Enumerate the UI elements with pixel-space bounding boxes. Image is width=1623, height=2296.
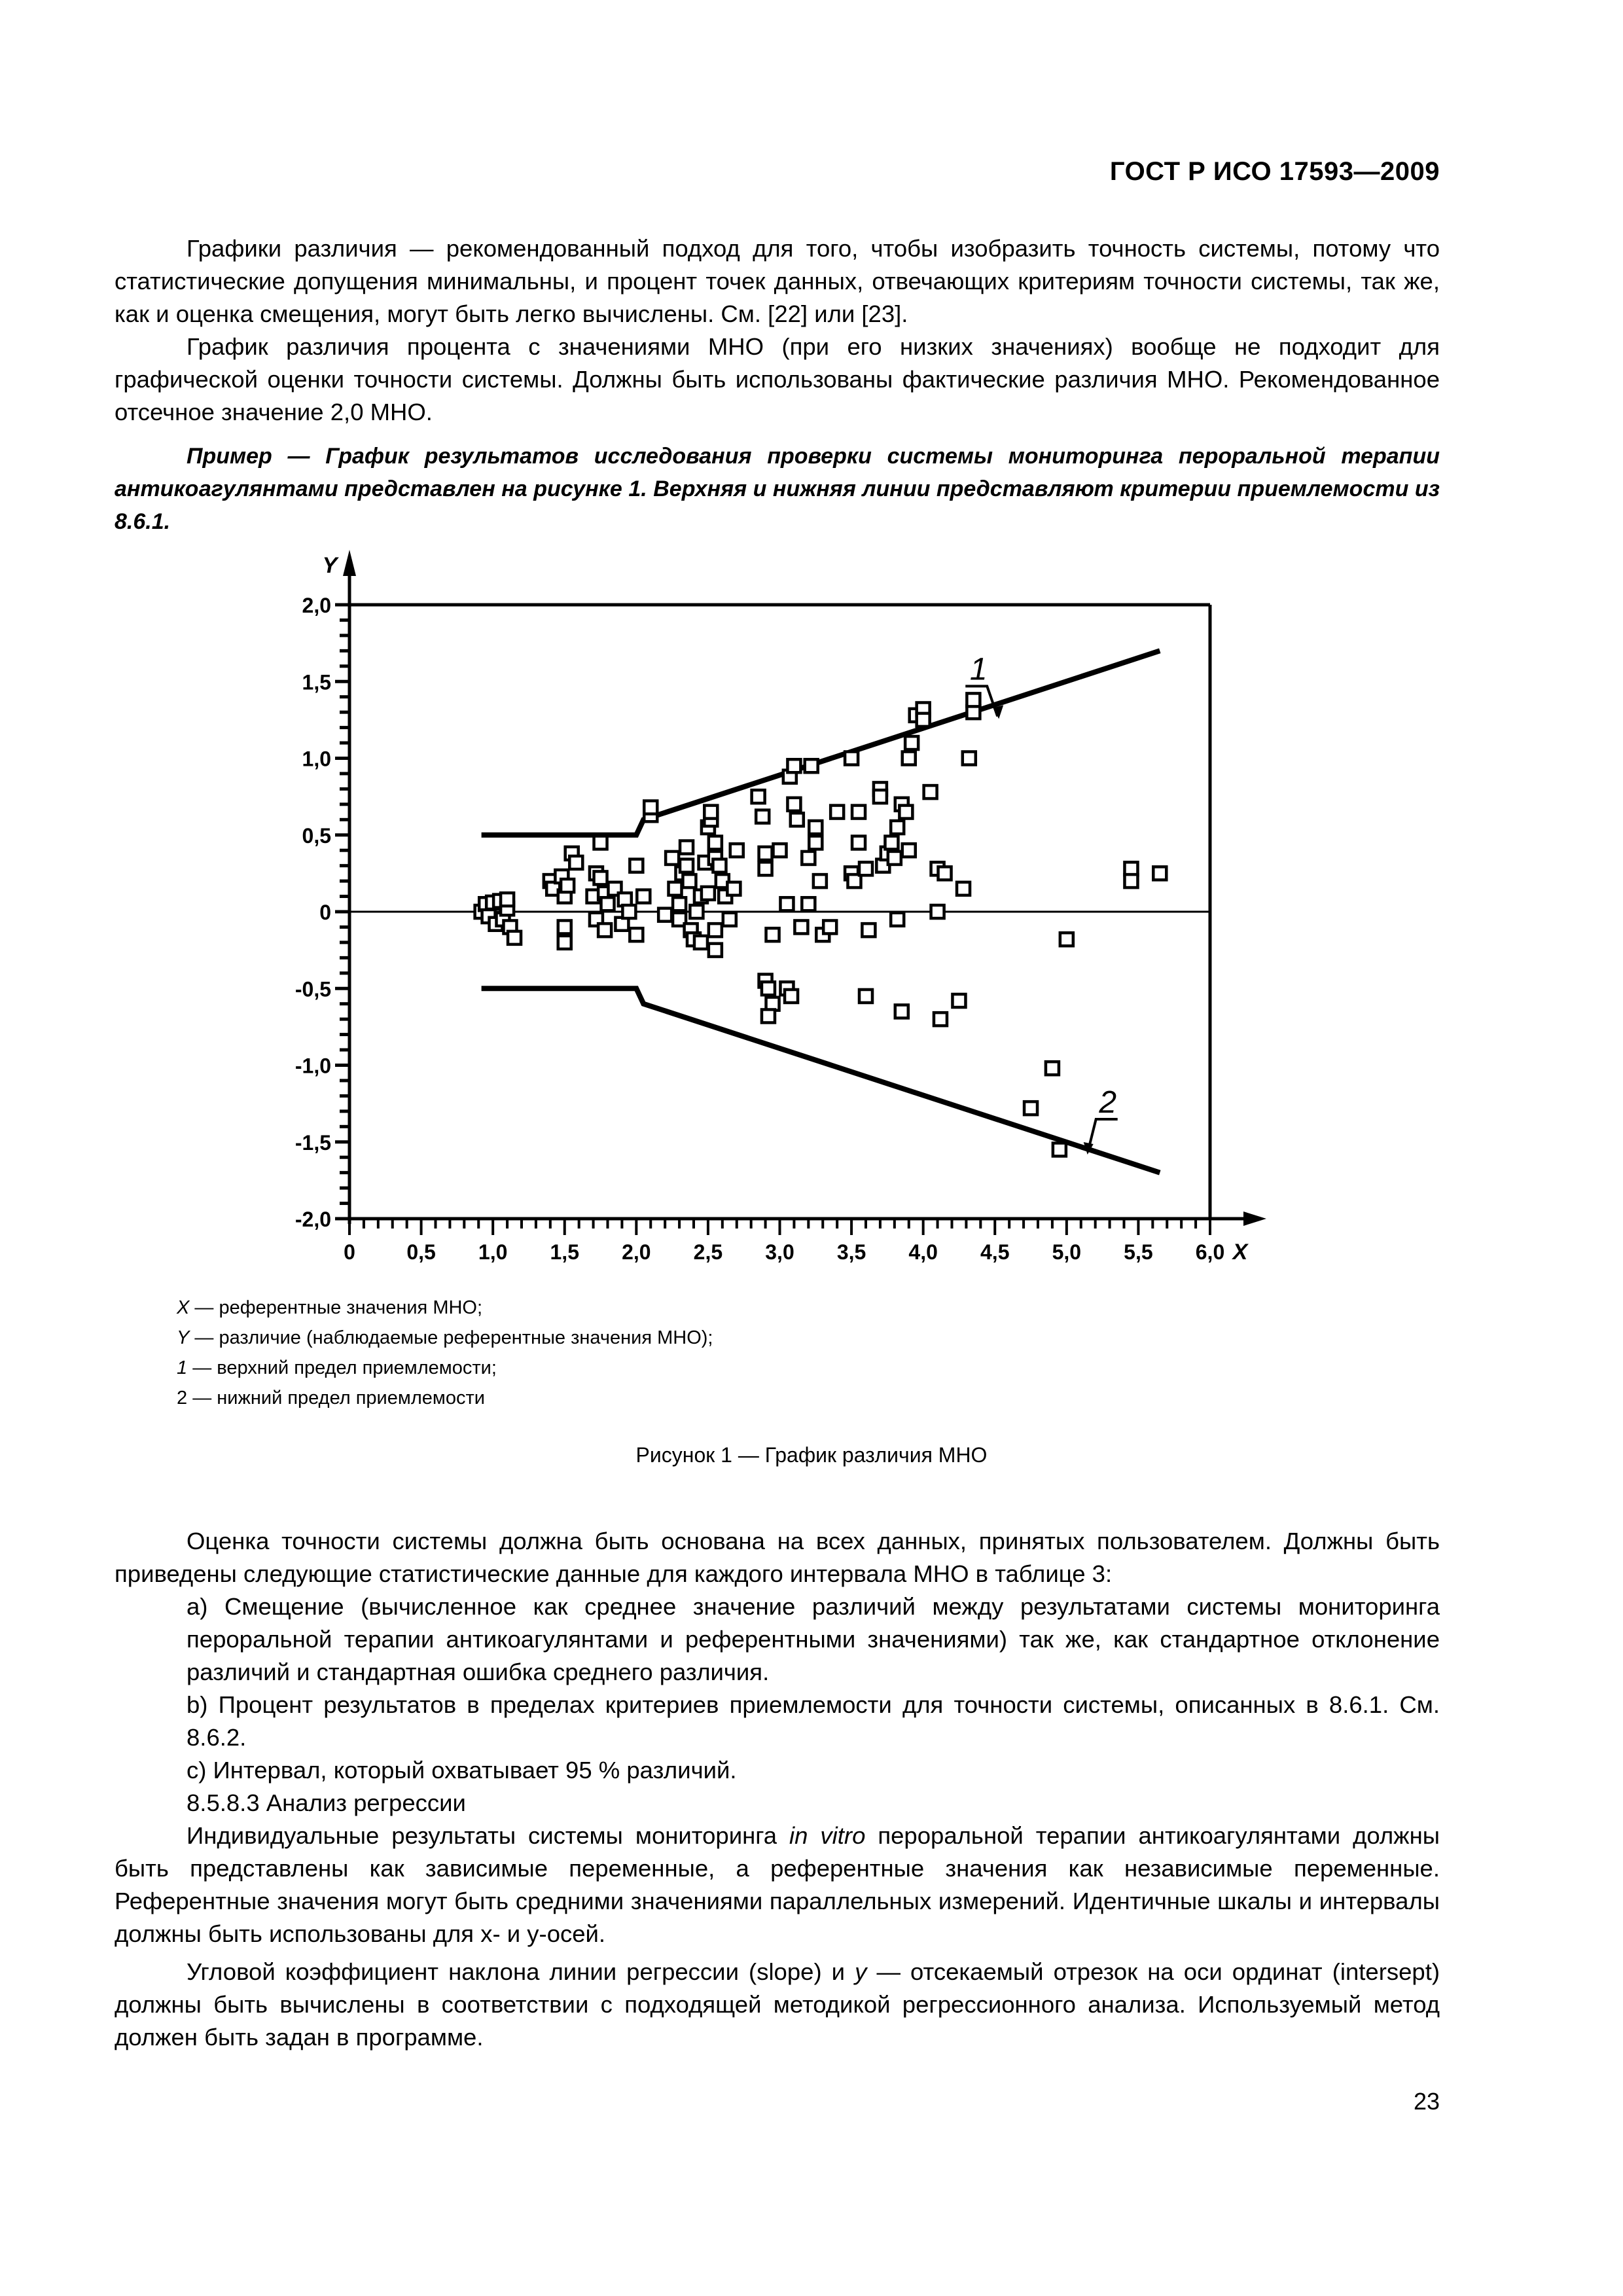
- paragraph-regression-1: Индивидуальные результаты системы мониторинга in vitro пероральной терапии антикоагулянтами должны быть представлены как зависимые переменные, а референтные значения как независимые переменные. Референтные значения могут быть средними значениями параллельных измерений. Идентичные шкалы и интервалы должны быть использованы для x- и y-осей.: [115, 1822, 1440, 1947]
- y-tick-label: -1,0: [294, 1054, 331, 1078]
- page-number: 23: [1413, 2088, 1440, 2115]
- x-tick-label: 1,5: [550, 1240, 579, 1264]
- data-point-square: [862, 924, 875, 937]
- data-point-square: [895, 1005, 908, 1018]
- data-point-square: [787, 759, 800, 772]
- y-tick-label: 0: [319, 901, 331, 924]
- data-point-square: [702, 887, 715, 900]
- data-point-square: [905, 736, 918, 749]
- y-tick-label: 1,0: [302, 747, 331, 771]
- upper-limit-line: [482, 651, 1160, 834]
- lower-limit-label: 2: [1099, 1085, 1117, 1121]
- data-point-square: [891, 821, 904, 834]
- x-tick-label: 0,5: [406, 1240, 436, 1264]
- data-point-square: [957, 882, 970, 895]
- data-point-square: [756, 810, 769, 823]
- data-point-square: [830, 806, 844, 819]
- data-point-square: [666, 852, 679, 865]
- data-point-square: [658, 908, 671, 922]
- data-point-square: [934, 1013, 947, 1026]
- legend-item-y: Y — различие (наблюдаемые референтные значения МНО);: [177, 1327, 713, 1348]
- x-tick-label: 2,5: [693, 1240, 723, 1264]
- x-tick-label: 1,0: [478, 1240, 508, 1264]
- x-tick-label: 3,5: [836, 1240, 866, 1264]
- data-point-square: [709, 924, 722, 937]
- data-point-square: [802, 897, 815, 910]
- data-point-square: [501, 893, 514, 906]
- data-point-square: [888, 852, 901, 865]
- legend-item-lower-limit: 2 — нижний предел приемлемости: [177, 1388, 485, 1408]
- data-point-square: [924, 785, 937, 798]
- data-point-square: [859, 862, 872, 875]
- data-point-square: [823, 920, 836, 933]
- data-point-square: [1024, 1102, 1037, 1115]
- data-point-square: [759, 847, 772, 860]
- data-point-square: [805, 759, 818, 772]
- data-point-square: [704, 806, 717, 819]
- data-point-square: [669, 882, 682, 895]
- data-point-square: [709, 836, 722, 849]
- data-point-square: [594, 836, 607, 849]
- x-tick-label: 0: [344, 1240, 355, 1264]
- document-id-header: ГОСТ Р ИСО 17593—2009: [1109, 157, 1440, 186]
- data-point-square: [1153, 867, 1166, 880]
- y-axis-arrow-icon: [343, 550, 356, 576]
- upper-limit-label: 1: [969, 652, 988, 687]
- legend-item-x: X — референтные значения МНО;: [177, 1297, 483, 1318]
- data-point-square: [938, 867, 952, 880]
- list-item-c: c) Интервал, который охватывает 95 % различий.: [187, 1757, 737, 1784]
- data-point-square: [644, 801, 657, 814]
- label-2-leader: [1088, 1119, 1118, 1151]
- data-point-square: [780, 897, 793, 910]
- x-tick-label: 5,0: [1052, 1240, 1082, 1264]
- figure-legend: [177, 1293, 713, 1413]
- body-text: [115, 1525, 1440, 2054]
- data-point-square: [952, 994, 965, 1007]
- data-point-square: [694, 936, 707, 949]
- data-point-square: [690, 905, 703, 918]
- x-tick-label: 2,0: [622, 1240, 651, 1264]
- chart-axes: [295, 550, 1266, 1265]
- data-point-square: [630, 928, 643, 941]
- data-point-square: [845, 752, 858, 765]
- data-point-square: [791, 813, 804, 826]
- paragraph-difference-plots: Графики различия — рекомендованный подход для того, чтобы изобразить точность системы, потому что статистические допущения минимальны, и процент точек данных, отвечающих критериям точности системы, так же, как и оценка смещения, могут быть легко вычислены. См. [22] или [23].: [115, 235, 1440, 327]
- data-point-square: [630, 859, 643, 872]
- data-point-square: [727, 882, 740, 895]
- data-point-square: [601, 897, 615, 910]
- legend-item-upper-limit: 1 — верхний предел приемлемости;: [177, 1357, 497, 1378]
- x-tick-label: 5,5: [1124, 1240, 1153, 1264]
- paragraph-system-accuracy: Оценка точности системы должна быть основана на всех данных, принятых пользователем. Должны быть приведены следующие статистические данные для каждого интервала МНО в таблице 3:: [115, 1528, 1440, 1587]
- data-point-square: [809, 836, 822, 849]
- data-point-square: [774, 844, 787, 857]
- data-point-square: [723, 913, 736, 926]
- list-item-a: a) Смещение (вычисленное как среднее значение различий между результатами системы мониторинга пероральной терапии антикоагулянтами и референтными значениями) так же, как стандартное отклонение различий и стандартная ошибка среднего различия.: [187, 1593, 1440, 1685]
- x-tick-label: 4,0: [908, 1240, 938, 1264]
- y-tick-label: 1,5: [302, 670, 331, 694]
- section-heading: 8.5.8.3 Анализ регрессии: [187, 1789, 466, 1816]
- data-point-square: [1124, 874, 1137, 888]
- data-point-square: [902, 752, 916, 765]
- data-point-square: [852, 806, 865, 819]
- x-tick-label: 3,0: [765, 1240, 794, 1264]
- data-point-square: [766, 928, 779, 941]
- data-point-square: [902, 844, 916, 857]
- data-point-square: [680, 841, 693, 854]
- data-point-square: [794, 920, 808, 933]
- y-tick-label: -1,5: [294, 1130, 331, 1155]
- data-point-square: [752, 790, 765, 803]
- data-point-square: [508, 931, 521, 944]
- data-point-square: [558, 920, 571, 933]
- data-point-square: [730, 844, 743, 857]
- data-point-square: [802, 852, 815, 865]
- x-axis-label: X: [1232, 1240, 1248, 1265]
- y-tick-label: -2,0: [294, 1208, 331, 1231]
- data-point-square: [558, 936, 571, 949]
- data-point-square: [885, 836, 898, 849]
- data-point-square: [967, 693, 980, 706]
- data-point-square: [762, 982, 775, 995]
- data-point-square: [713, 859, 726, 872]
- data-point-square: [637, 890, 650, 903]
- y-tick-label: 2,0: [302, 594, 331, 617]
- data-point-square: [785, 990, 798, 1003]
- x-tick-label: 4,5: [980, 1240, 1010, 1264]
- data-point-square: [1060, 933, 1073, 946]
- paragraph-percent-difference: График различия процента с значениями МНО (при его низких значениях) вообще не подходит для графической оценки точности системы. Должны быть использованы фактические различия МНО. Рекомендованное отсечное значение 2,0 МНО.: [115, 333, 1440, 425]
- y-tick-label: 0,5: [302, 823, 331, 848]
- data-point-square: [680, 859, 693, 872]
- data-point-square: [1046, 1062, 1059, 1075]
- data-point-square: [813, 874, 827, 888]
- data-point-square: [598, 924, 611, 937]
- data-point-square: [917, 713, 930, 726]
- y-axis-label: Y: [322, 553, 338, 578]
- x-axis-arrow-icon: [1243, 1211, 1266, 1226]
- y-tick-label: -0,5: [294, 977, 331, 1001]
- data-point-square: [859, 990, 872, 1003]
- data-point-square: [762, 1009, 775, 1022]
- example-paragraph: Пример — График результатов исследования проверки системы мониторинга пероральной терапии антикоагулянтами представлен на рисунке 1. Верхняя и нижняя линии представляют критерии приемлемости из 8.6.1.: [115, 444, 1440, 534]
- data-point-square: [899, 806, 912, 819]
- data-point-square: [594, 871, 607, 884]
- data-point-square: [709, 944, 722, 957]
- data-point-square: [561, 879, 574, 892]
- list-item-b: b) Процент результатов в пределах критериев приемлемости для точности системы, описанных в 8.6.1. См. 8.6.2.: [187, 1691, 1440, 1751]
- data-point-square: [931, 905, 944, 918]
- data-point-square: [1053, 1143, 1066, 1156]
- figure-caption: Рисунок 1 — График различия МНО: [635, 1443, 988, 1467]
- data-point-square: [891, 913, 904, 926]
- paragraph-regression-2: Угловой коэффициент наклона линии регрессии (slope) и y — отсекаемый отрезок на оси ординат (intersept) должны быть вычислены в соответствии с подходящей методикой регрессионного анализа. Используемый метод должен быть задан в программе.: [115, 1958, 1440, 2051]
- data-point-square: [569, 856, 582, 869]
- data-point-square: [874, 790, 887, 803]
- data-point-square: [963, 752, 976, 765]
- data-point-square: [673, 897, 686, 910]
- data-point-square: [683, 874, 696, 888]
- data-point-square: [622, 905, 635, 918]
- data-point-square: [809, 821, 822, 834]
- data-point-square: [787, 798, 800, 811]
- x-tick-label: 6,0: [1195, 1240, 1225, 1264]
- data-point-square: [852, 836, 865, 849]
- data-point-square: [759, 862, 772, 875]
